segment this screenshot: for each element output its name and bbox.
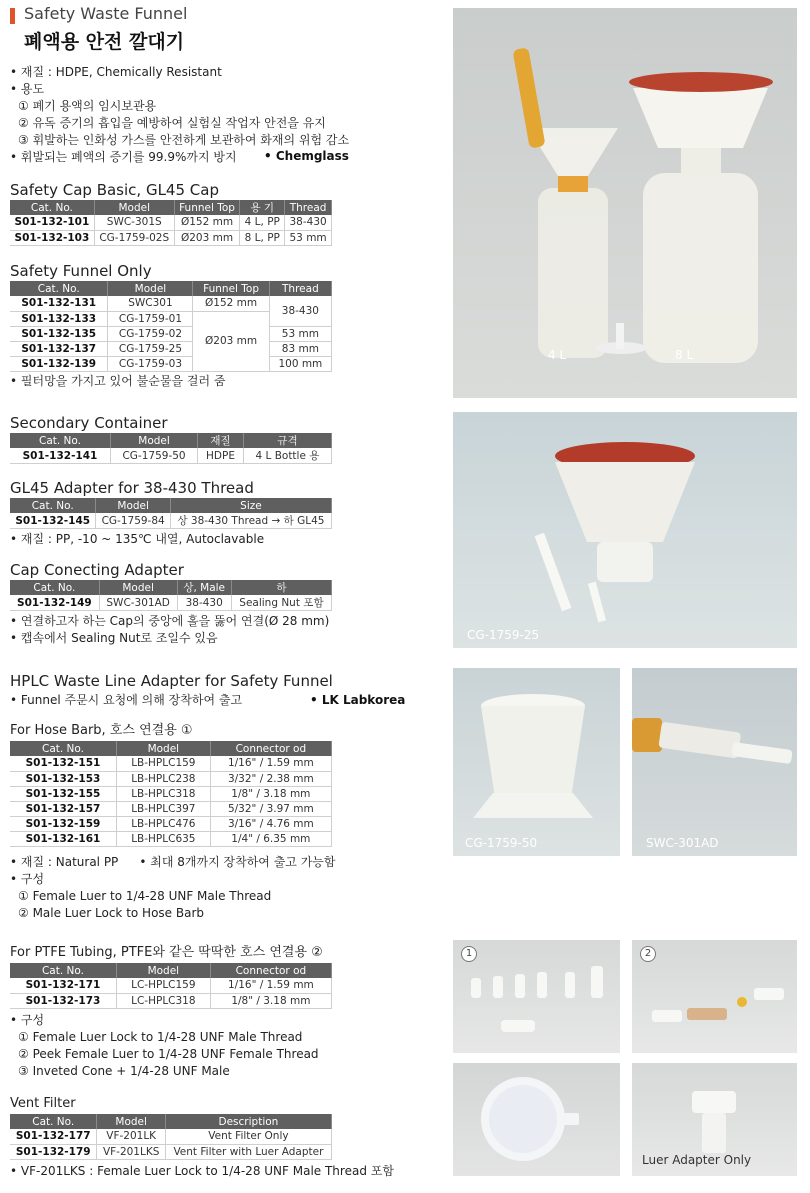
section-secondary bbox=[10, 414, 332, 464]
vent-table bbox=[10, 1114, 332, 1160]
cell: CG-1759-84 bbox=[96, 513, 170, 529]
cell: S01-132-149 bbox=[10, 595, 99, 611]
cell: Vent Filter Only bbox=[165, 1129, 331, 1144]
col-header: 하 bbox=[231, 580, 331, 595]
section-title: Cap Conecting Adapter bbox=[10, 561, 184, 579]
intro-line: ① 폐기 용액의 임시보관용 bbox=[18, 99, 157, 113]
intro-line: • 휘발되는 폐액의 증기를 99.9%까지 방지 bbox=[10, 150, 237, 164]
cell: 38-430 bbox=[269, 296, 331, 326]
cell: Vent Filter with Luer Adapter bbox=[165, 1144, 331, 1159]
cell: 53 mm bbox=[269, 326, 331, 341]
section-title: GL45 Adapter for 38-430 Thread bbox=[10, 479, 254, 497]
photo-luer-adapter bbox=[632, 1063, 797, 1176]
section-title: Secondary Container bbox=[10, 414, 168, 432]
table-row bbox=[10, 296, 332, 311]
section-title: Safety Funnel Only bbox=[10, 262, 152, 280]
col-header: Connector od bbox=[210, 963, 331, 978]
badge-number: 1 bbox=[461, 946, 477, 962]
table-row bbox=[10, 513, 332, 529]
adapter-illustration bbox=[632, 668, 797, 856]
container-illustration bbox=[453, 668, 620, 856]
col-header: Cat. No. bbox=[10, 281, 108, 296]
cell: S01-132-155 bbox=[10, 786, 116, 801]
cell: CG-1759-03 bbox=[108, 356, 193, 371]
cap-connect-table bbox=[10, 580, 332, 611]
section-hplc bbox=[10, 672, 333, 709]
photo-cg-1759-25 bbox=[453, 412, 797, 648]
table-row bbox=[10, 756, 332, 771]
cell: S01-132-161 bbox=[10, 831, 116, 846]
section-vent bbox=[10, 1095, 394, 1180]
note: • VF-201LKS : Female Luer Lock to 1/4-28 UNF Male Thread 포함 bbox=[10, 1163, 394, 1178]
table-row bbox=[10, 215, 332, 230]
cell: Ø152 mm bbox=[174, 215, 240, 230]
col-header: Funnel Top bbox=[193, 281, 269, 296]
table-row bbox=[10, 341, 332, 356]
table-row bbox=[10, 993, 332, 1008]
intro-line: ③ 휘발하는 인화성 가스를 안전하게 보관하여 화재의 위험 감소 bbox=[18, 133, 350, 147]
note: ② Male Luer Lock to Hose Barb bbox=[18, 905, 205, 920]
section-title: Vent Filter bbox=[10, 1096, 76, 1111]
section-title: Safety Cap Basic, GL45 Cap bbox=[10, 181, 219, 199]
cell: 1/8" / 3.18 mm bbox=[210, 993, 331, 1008]
section-gl45 bbox=[10, 479, 332, 548]
col-header: Model bbox=[108, 281, 193, 296]
cell: LB-HPLC476 bbox=[116, 816, 210, 831]
cell: S01-132-153 bbox=[10, 771, 116, 786]
cell: 3/16" / 4.76 mm bbox=[210, 816, 331, 831]
table-row bbox=[10, 595, 332, 611]
header-accent-bar bbox=[10, 8, 15, 24]
ptfe-parts-illustration bbox=[632, 940, 797, 1053]
cell: 38-430 bbox=[285, 215, 332, 230]
col-header: Thread bbox=[285, 200, 332, 215]
table-row bbox=[10, 1144, 332, 1159]
table-row bbox=[10, 326, 332, 341]
cell: VF-201LKS bbox=[97, 1144, 165, 1159]
cell: 4 L, PP bbox=[240, 215, 285, 230]
section-title: For PTFE Tubing, PTFE와 같은 딱딱한 호스 연결용 ② bbox=[10, 945, 323, 960]
col-header: Model bbox=[99, 580, 177, 595]
page-title-en: Safety Waste Funnel bbox=[24, 4, 188, 23]
cell: 8 L, PP bbox=[240, 230, 285, 245]
table-row bbox=[10, 831, 332, 846]
cell: 100 mm bbox=[269, 356, 331, 371]
photo-label: SWC-301AD bbox=[646, 836, 719, 850]
cell: LB-HPLC635 bbox=[116, 831, 210, 846]
cell: LB-HPLC238 bbox=[116, 771, 210, 786]
cell: HDPE bbox=[198, 448, 244, 464]
photo-label: 8 L bbox=[675, 348, 694, 362]
col-header: Cat. No. bbox=[10, 200, 94, 215]
section-ptfe bbox=[10, 944, 332, 1080]
cell: 1/8" / 3.18 mm bbox=[210, 786, 331, 801]
cell: Ø152 mm bbox=[193, 296, 269, 311]
intro-line: ② 유독 증기의 흡입을 예방하여 실험실 작업자 안전을 유지 bbox=[18, 116, 326, 130]
col-header: Cat. No. bbox=[10, 741, 116, 756]
cell: LC-HPLC318 bbox=[116, 993, 210, 1008]
table-row bbox=[10, 230, 332, 245]
cell: 5/32" / 3.97 mm bbox=[210, 801, 331, 816]
cell: LB-HPLC397 bbox=[116, 801, 210, 816]
page-title-ko: 폐액용 안전 깔대기 bbox=[24, 31, 185, 53]
col-header: 재질 bbox=[198, 433, 244, 448]
funnel-only-table bbox=[10, 281, 332, 372]
note: • 재질 : Natural PP bbox=[10, 854, 119, 869]
cell: S01-132-151 bbox=[10, 756, 116, 771]
note: • 필터망을 가지고 있어 불순물을 걸러 줌 bbox=[10, 373, 226, 388]
photo-label: 4 L bbox=[548, 348, 567, 362]
cell: S01-132-131 bbox=[10, 296, 108, 311]
cell: CG-1759-02S bbox=[94, 230, 174, 245]
cell: S01-132-159 bbox=[10, 816, 116, 831]
col-header: Cat. No. bbox=[10, 498, 96, 513]
table-row bbox=[10, 816, 332, 831]
col-header: Connector od bbox=[210, 741, 331, 756]
intro-line: • 용도 bbox=[10, 82, 45, 96]
cap-basic-table bbox=[10, 200, 332, 246]
table-row bbox=[10, 356, 332, 371]
cell: Ø203 mm bbox=[174, 230, 240, 245]
col-header: 규격 bbox=[243, 433, 331, 448]
col-header: Model bbox=[94, 200, 174, 215]
cell: LB-HPLC159 bbox=[116, 756, 210, 771]
cell: S01-132-173 bbox=[10, 993, 116, 1008]
badge-number: 2 bbox=[640, 946, 656, 962]
note: • 연결하고자 하는 Cap의 중앙에 홀을 뚫어 연결(Ø 28 mm) bbox=[10, 614, 330, 628]
cell: S01-132-137 bbox=[10, 341, 108, 356]
col-header: Model bbox=[97, 1114, 165, 1129]
cell: S01-132-139 bbox=[10, 356, 108, 371]
cell: SWC-301AD bbox=[99, 595, 177, 611]
cell: S01-132-171 bbox=[10, 978, 116, 993]
table-row bbox=[10, 448, 332, 464]
photo-ptfe-parts bbox=[632, 940, 797, 1053]
funnel-illustration bbox=[453, 412, 797, 648]
hose-barb-table bbox=[10, 741, 332, 847]
cell: Sealing Nut 포함 bbox=[231, 595, 331, 611]
funnel-bottle-illustration bbox=[453, 8, 797, 398]
col-header: Thread bbox=[269, 281, 331, 296]
cell: 1/4" / 6.35 mm bbox=[210, 831, 331, 846]
photo-hose-barb-parts bbox=[453, 940, 620, 1053]
col-header: Model bbox=[111, 433, 198, 448]
vent-filter-illustration bbox=[453, 1063, 620, 1176]
cell: S01-132-157 bbox=[10, 801, 116, 816]
cell: 83 mm bbox=[269, 341, 331, 356]
cell: 1/16" / 1.59 mm bbox=[210, 978, 331, 993]
note: ③ Inveted Cone + 1/4-28 UNF Male bbox=[18, 1063, 230, 1078]
section-cap-connect bbox=[10, 561, 332, 647]
section-cap-basic bbox=[10, 181, 332, 246]
cell: S01-132-135 bbox=[10, 326, 108, 341]
cell: CG-1759-50 bbox=[111, 448, 198, 464]
cell: VF-201LK bbox=[97, 1129, 165, 1144]
col-header: Cat. No. bbox=[10, 1114, 97, 1129]
cell: S01-132-179 bbox=[10, 1144, 97, 1159]
cell: 53 mm bbox=[285, 230, 332, 245]
table-row bbox=[10, 978, 332, 993]
table-row bbox=[10, 771, 332, 786]
note: ① Female Luer to 1/4-28 UNF Male Thread bbox=[18, 888, 272, 903]
intro-line: • 재질 : HDPE, Chemically Resistant bbox=[10, 65, 222, 79]
section-title: HPLC Waste Line Adapter for Safety Funnel bbox=[10, 672, 333, 690]
cell: S01-132-141 bbox=[10, 448, 111, 464]
col-header: Funnel Top bbox=[174, 200, 240, 215]
cell: S01-132-133 bbox=[10, 311, 108, 326]
col-header: Model bbox=[116, 963, 210, 978]
section-funnel-only bbox=[10, 262, 332, 390]
col-header: Size bbox=[170, 498, 331, 513]
note: • 최대 8개까지 장착하여 출고 가능함 bbox=[139, 854, 336, 869]
cell: S01-132-101 bbox=[10, 215, 94, 230]
secondary-table bbox=[10, 433, 332, 464]
col-header: Cat. No. bbox=[10, 963, 116, 978]
col-header: Cat. No. bbox=[10, 433, 111, 448]
photo-swc-301ad bbox=[632, 668, 797, 856]
photo-funnels-bottles bbox=[453, 8, 797, 398]
note: • 캡속에서 Sealing Nut로 조일수 있음 bbox=[10, 631, 218, 645]
cell: 4 L Bottle 용 bbox=[243, 448, 331, 464]
cell: SWC-301S bbox=[94, 215, 174, 230]
brand-chemglass: • Chemglass bbox=[264, 149, 349, 163]
photo-label: CG-1759-50 bbox=[465, 836, 538, 850]
table-row bbox=[10, 786, 332, 801]
cell: S01-132-145 bbox=[10, 513, 96, 529]
table-row bbox=[10, 1129, 332, 1144]
note: • 구성 bbox=[10, 1012, 45, 1027]
photo-label: CG-1759-25 bbox=[467, 628, 540, 642]
note: ② Peek Female Luer to 1/4-28 UNF Female Thread bbox=[18, 1046, 319, 1061]
note: • 재질 : PP, -10 ~ 135℃ 내열, Autoclavable bbox=[10, 532, 265, 546]
col-header: Cat. No. bbox=[10, 580, 99, 595]
cell: 38-430 bbox=[177, 595, 231, 611]
parts-illustration bbox=[453, 940, 620, 1053]
note: ① Female Luer Lock to 1/4-28 UNF Male Thread bbox=[18, 1029, 303, 1044]
section-title: For Hose Barb, 호스 연결용 ① bbox=[10, 723, 193, 738]
cell: CG-1759-02 bbox=[108, 326, 193, 341]
col-header: 상, Male bbox=[177, 580, 231, 595]
ptfe-table bbox=[10, 963, 332, 1009]
cell: Ø203 mm bbox=[193, 311, 269, 371]
photo-label: Luer Adapter Only bbox=[642, 1153, 752, 1167]
brand-lk-labkorea: • LK Labkorea bbox=[310, 693, 406, 707]
col-header: Model bbox=[116, 741, 210, 756]
col-header: 용 기 bbox=[240, 200, 285, 215]
cell: CG-1759-01 bbox=[108, 311, 193, 326]
cell: S01-132-177 bbox=[10, 1129, 97, 1144]
col-header: Model bbox=[96, 498, 170, 513]
cell: S01-132-103 bbox=[10, 230, 94, 245]
table-row bbox=[10, 801, 332, 816]
cell: 1/16" / 1.59 mm bbox=[210, 756, 331, 771]
cell: LC-HPLC159 bbox=[116, 978, 210, 993]
cell: 상 38-430 Thread → 하 GL45 bbox=[170, 513, 331, 529]
cell: SWC301 bbox=[108, 296, 193, 311]
note: • Funnel 주문시 요청에 의해 장착하여 출고 bbox=[10, 693, 243, 707]
cell: CG-1759-25 bbox=[108, 341, 193, 356]
cell: 3/32" / 2.38 mm bbox=[210, 771, 331, 786]
section-hose-barb bbox=[10, 722, 335, 922]
cell: LB-HPLC318 bbox=[116, 786, 210, 801]
photo-cg-1759-50 bbox=[453, 668, 620, 856]
col-header: Description bbox=[165, 1114, 331, 1129]
note: • 구성 bbox=[10, 871, 45, 886]
gl45-table bbox=[10, 498, 332, 529]
photo-vent-filter bbox=[453, 1063, 620, 1176]
